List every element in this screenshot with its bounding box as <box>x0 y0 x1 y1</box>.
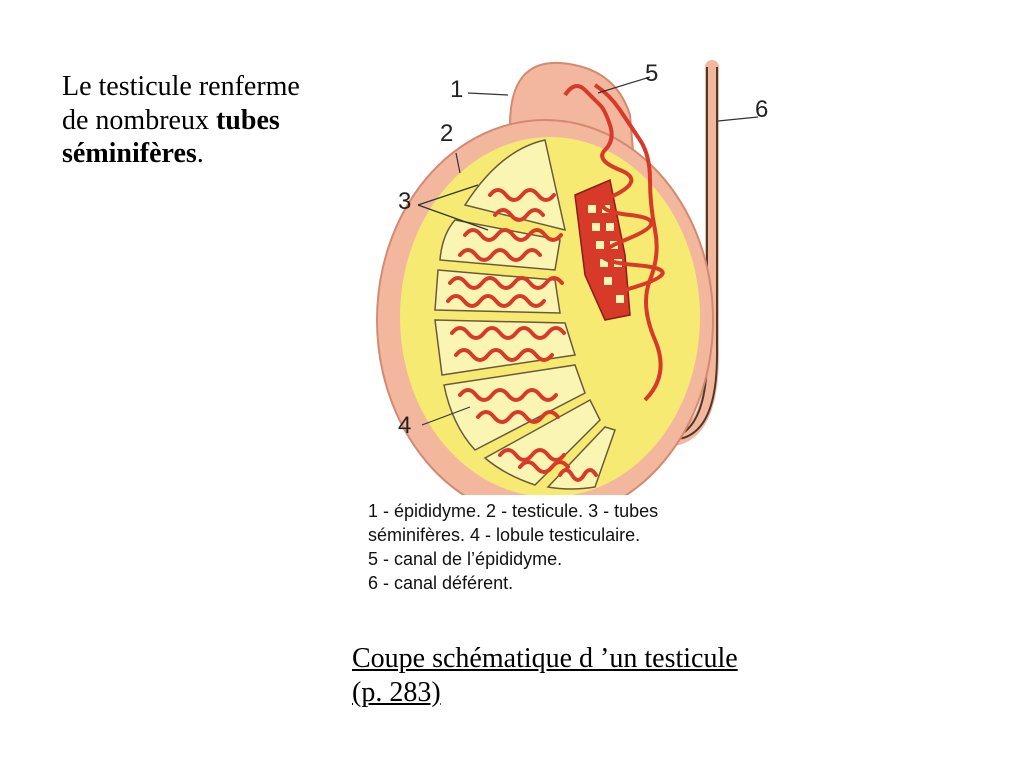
legend-line-2: séminifères. 4 - lobule testiculaire. <box>368 525 641 545</box>
label-3: 3 <box>398 188 412 215</box>
label-5: 5 <box>645 60 659 87</box>
label-4: 4 <box>398 412 412 439</box>
legend-line-3: 5 - canal de l’épididyme. <box>368 549 563 569</box>
caption-line-2: (p. 283) <box>352 676 441 708</box>
intro-text-part1: Le testicule renferme de nombreux <box>62 71 300 136</box>
testis-diagram <box>360 55 800 495</box>
label-6: 6 <box>755 96 769 123</box>
caption-line-1: Coupe schématique d ’un testicule <box>352 643 738 674</box>
intro-text-part2: . <box>196 138 204 170</box>
label-2: 2 <box>440 120 454 147</box>
figure-legend <box>368 499 808 595</box>
intro-text-bold: tubes séminifères <box>62 104 280 170</box>
legend-line-4: 6 - canal déférent. <box>368 573 514 593</box>
figure-caption <box>352 642 832 709</box>
label-1: 1 <box>450 76 464 103</box>
intro-text <box>62 70 322 171</box>
legend-line-1: 1 - épididyme. 2 - testicule. 3 - tubes <box>368 501 659 521</box>
